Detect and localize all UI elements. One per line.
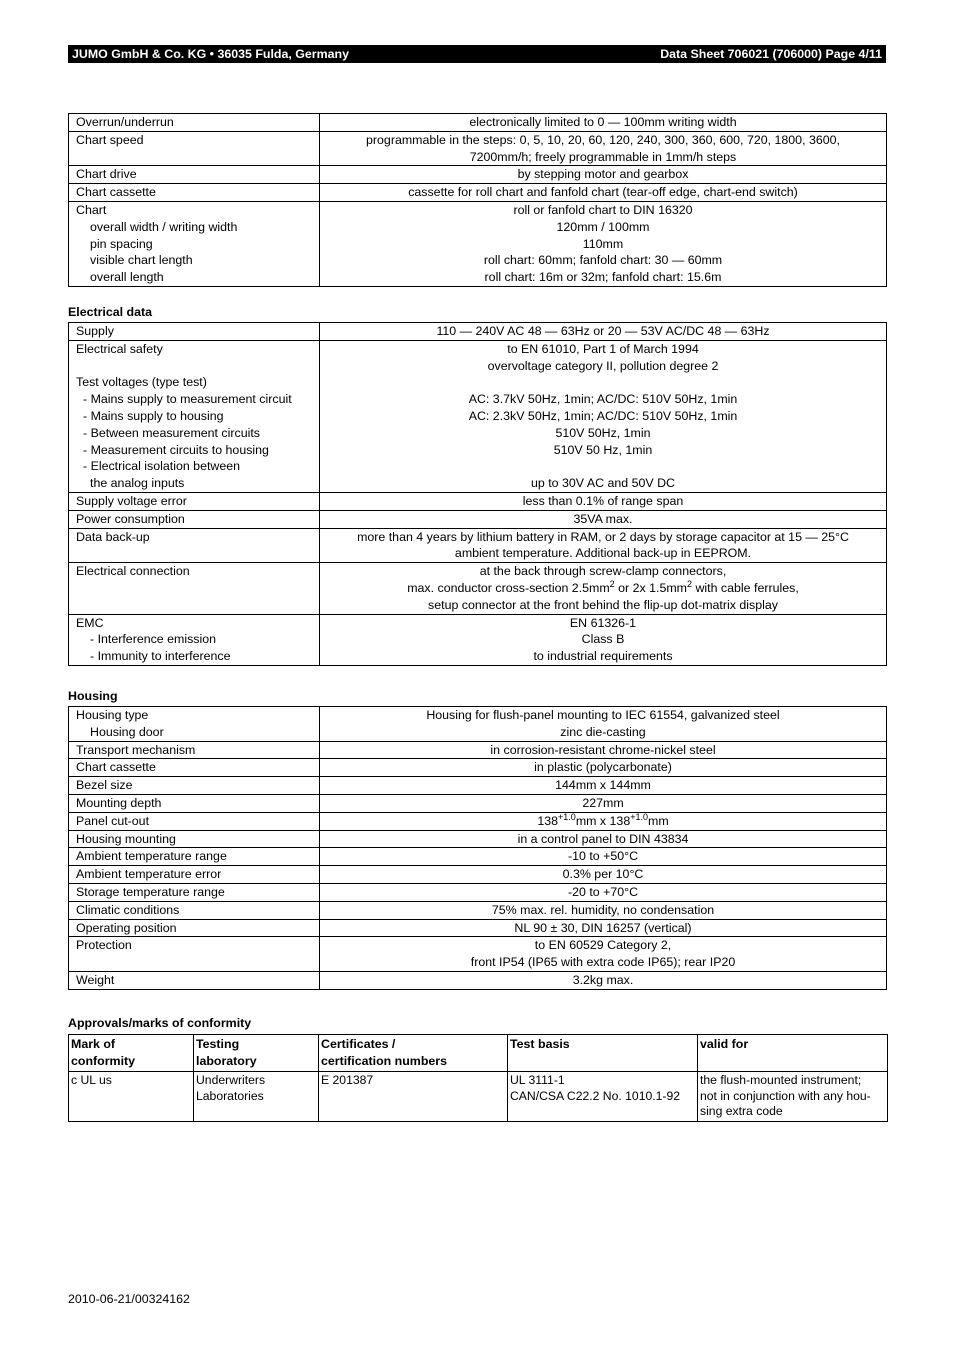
spec-label-line: - Between measurement circuits <box>83 425 260 440</box>
table-row <box>69 741 887 759</box>
spec-value-line: 7200mm/h; freely programmable in 1mm/h steps <box>469 149 737 164</box>
spec-label <box>69 201 320 286</box>
spec-label-line: - Measurement circuits to housing <box>83 442 269 457</box>
spec-value-line: more than 4 years by lithium battery in RAM, or 2 days by storage capacitor at 15 — 25°C <box>357 529 849 544</box>
column-header: Testing laboratory <box>194 1035 319 1072</box>
spec-label: Operating position <box>69 919 320 937</box>
spec-value-line: zinc die-casting <box>560 724 646 739</box>
spec-label-line: EMC <box>76 615 104 630</box>
table-row <box>69 901 887 919</box>
spec-value <box>320 340 887 492</box>
table-row <box>69 777 887 795</box>
spec-label: Overrun/underrun <box>69 114 320 132</box>
spec-label-line: - Mains supply to housing <box>83 408 224 423</box>
spec-value <box>320 201 887 286</box>
spec-label-line: the analog inputs <box>90 476 185 491</box>
page-header <box>68 45 886 63</box>
text-fragment: with cable ferrules, <box>692 580 799 595</box>
spec-label: Supply <box>69 323 320 341</box>
table-row <box>69 201 887 286</box>
spec-label: Ambient temperature range <box>69 848 320 866</box>
spec-label: Chart speed <box>69 131 320 166</box>
spec-label: Data back-up <box>69 528 320 563</box>
spec-value-spacer <box>323 458 883 475</box>
spec-value-line: to EN 60529 Category 2, <box>534 938 672 953</box>
spec-label <box>69 340 320 492</box>
text-fragment: mm x 138 <box>575 813 631 828</box>
spec-label-line: - Immunity to interference <box>90 649 231 664</box>
spec-label <box>69 707 320 742</box>
spec-value-line: front IP54 (IP65 with extra code IP65); rear IP20 <box>470 955 736 970</box>
spec-label: Transport mechanism <box>69 741 320 759</box>
spec-value-line: roll or fanfold chart to DIN 16320 <box>513 202 693 217</box>
superscript: +1.0 <box>630 811 648 822</box>
text-fragment: max. conductor cross-section 2.5mm <box>407 580 610 595</box>
spec-value-line <box>323 580 883 597</box>
spec-label-line: - Mains supply to measurement circuit <box>83 392 292 407</box>
spec-label-line: Housing door <box>90 724 164 739</box>
housing-spec-table <box>68 706 887 990</box>
spec-label: Ambient temperature error <box>69 866 320 884</box>
table-cell: c UL us <box>69 1072 194 1122</box>
table-row <box>69 114 887 132</box>
table-row <box>69 323 887 341</box>
text-fragment: or 2x 1.5mm <box>614 580 687 595</box>
spec-value-line: roll chart: 60mm; fanfold chart: 30 — 60mm <box>483 253 723 268</box>
spec-value: less than 0.1% of range span <box>320 492 887 510</box>
column-header: valid for <box>698 1035 888 1072</box>
spec-value-line: programmable in the steps: 0, 5, 10, 20, 60, 120, 240, 300, 360, 600, 720, 1800, 3600, <box>366 132 840 147</box>
spec-value <box>320 937 887 972</box>
table-row <box>69 563 887 614</box>
spec-value: in corrosion-resistant chrome-nickel steel <box>320 741 887 759</box>
table-row <box>69 614 887 665</box>
spec-label <box>69 614 320 665</box>
table-cell: E 201387 <box>319 1072 508 1122</box>
spec-value: 227mm <box>320 794 887 812</box>
table-row <box>69 340 887 492</box>
spec-label: Electrical connection <box>69 563 320 614</box>
spec-label: Mounting depth <box>69 794 320 812</box>
spec-label: Bezel size <box>69 777 320 795</box>
text-fragment: mm <box>648 813 669 828</box>
table-row <box>69 971 887 989</box>
spec-value-line: up to 30V AC and 50V DC <box>531 476 675 491</box>
table-cell: the flush-mounted instrument; not in conjunction with any hou- sing extra code <box>698 1072 888 1122</box>
spec-value-line: 510V 50 Hz, 1min <box>553 442 653 457</box>
spec-value: in plastic (polycarbonate) <box>320 759 887 777</box>
spec-label: Power consumption <box>69 510 320 528</box>
spec-label: Chart cassette <box>69 759 320 777</box>
spec-value <box>320 528 887 563</box>
spec-value: cassette for roll chart and fanfold chart (tear-off edge, chart-end switch) <box>320 184 887 202</box>
chart-spec-table <box>68 113 887 287</box>
spec-value: -10 to +50°C <box>320 848 887 866</box>
spec-value-line: Housing for flush-panel mounting to IEC 61554, galvanized steel <box>426 708 780 722</box>
table-row <box>69 830 887 848</box>
spec-value <box>320 707 887 742</box>
table-row <box>69 131 887 166</box>
spec-value: by stepping motor and gearbox <box>320 166 887 184</box>
column-header: Test basis <box>508 1035 698 1072</box>
spec-label: Protection <box>69 937 320 972</box>
spec-label-line: Housing type <box>76 708 149 722</box>
spec-value-line: 510V 50Hz, 1min <box>555 425 651 440</box>
spec-value-spacer <box>323 374 883 391</box>
spec-value-line: roll chart: 16m or 32m; fanfold chart: 15.6m <box>484 270 722 285</box>
spec-value-line: EN 61326-1 <box>569 615 637 630</box>
section-title-housing: Housing <box>68 689 118 703</box>
spec-label-line: - Interference emission <box>90 632 217 647</box>
spec-label-line: Electrical safety <box>76 341 163 356</box>
spec-value-line: 120mm / 100mm <box>556 219 650 234</box>
table-row <box>69 759 887 777</box>
spec-value-line: to EN 61010, Part 1 of March 1994 <box>507 341 699 356</box>
spec-value-line: overvoltage category II, pollution degree 2 <box>487 358 719 373</box>
spec-label: Chart cassette <box>69 184 320 202</box>
table-row <box>69 1072 888 1122</box>
superscript: 2 <box>609 578 615 589</box>
spec-value: NL 90 ± 30, DIN 16257 (vertical) <box>320 919 887 937</box>
table-row <box>69 794 887 812</box>
spec-value-line: Class B <box>581 632 625 647</box>
table-row <box>69 184 887 202</box>
spec-label-line: overall length <box>90 270 164 285</box>
spec-label-line: overall width / writing width <box>90 219 238 234</box>
spec-label: Climatic conditions <box>69 901 320 919</box>
spec-label-line: Test voltages (type test) <box>76 375 207 390</box>
column-header: Mark of conformity <box>69 1035 194 1072</box>
spec-value-line: AC: 3.7kV 50Hz, 1min; AC/DC: 510V 50Hz, 1min <box>468 392 738 407</box>
spec-value: 110 — 240V AC 48 — 63Hz or 20 — 53V AC/DC 48 — 63Hz <box>320 323 887 341</box>
spec-value-line: AC: 2.3kV 50Hz, 1min; AC/DC: 510V 50Hz, 1min <box>468 408 738 423</box>
spec-value <box>320 563 887 614</box>
spec-label: Chart drive <box>69 166 320 184</box>
spec-label-line: pin spacing <box>90 236 153 251</box>
spec-value: 35VA max. <box>320 510 887 528</box>
table-row <box>69 528 887 563</box>
spec-value <box>320 812 887 830</box>
spec-value-line: to industrial requirements <box>533 649 673 664</box>
spec-value-line: at the back through screw-clamp connectors, <box>479 564 727 579</box>
spec-label-line: visible chart length <box>90 253 193 268</box>
section-title-approvals: Approvals/marks of conformity <box>68 1016 252 1030</box>
table-row <box>69 937 887 972</box>
column-header: Certificates / certification numbers <box>319 1035 508 1072</box>
spec-label-line: Chart <box>76 202 107 217</box>
spec-value-line: setup connector at the front behind the flip-up dot-matrix display <box>428 597 778 612</box>
section-title-electrical: Electrical data <box>68 305 153 319</box>
sheet-page-number: Data Sheet 706021 (706000) Page 4/11 <box>660 47 882 61</box>
spec-label: Panel cut-out <box>69 812 320 830</box>
company-address: JUMO GmbH & Co. KG • 36035 Fulda, Germany <box>72 47 349 61</box>
spec-value-line: ambient temperature. Additional back-up in EEPROM. <box>454 546 752 561</box>
table-row <box>69 707 887 742</box>
spec-value: in a control panel to DIN 43834 <box>320 830 887 848</box>
table-row <box>69 166 887 184</box>
text-fragment: 138 <box>537 813 559 828</box>
table-cell: Underwriters Laboratories <box>194 1072 319 1122</box>
superscript: +1.0 <box>558 811 576 822</box>
spec-value: 0.3% per 10°C <box>320 866 887 884</box>
spec-value: 3.2kg max. <box>320 971 887 989</box>
spec-value-line: 110mm <box>582 236 624 251</box>
table-cell: UL 3111-1 CAN/CSA C22.2 No. 1010.1-92 <box>508 1072 698 1122</box>
spec-label-line: - Electrical isolation between <box>83 459 241 474</box>
spec-value <box>320 131 887 166</box>
spec-value: electronically limited to 0 — 100mm writing width <box>320 114 887 132</box>
spec-label: Supply voltage error <box>69 492 320 510</box>
table-row <box>69 919 887 937</box>
superscript: 2 <box>687 578 693 589</box>
spec-value <box>320 614 887 665</box>
table-row <box>69 812 887 830</box>
document-id-footer: 2010-06-21/00324162 <box>68 1292 190 1306</box>
spec-value: 75% max. rel. humidity, no condensation <box>320 901 887 919</box>
table-header-row <box>69 1035 888 1072</box>
table-row <box>69 510 887 528</box>
electrical-spec-table <box>68 322 887 666</box>
spec-label-spacer <box>76 358 313 375</box>
spec-label: Storage temperature range <box>69 883 320 901</box>
table-row <box>69 883 887 901</box>
spec-value: 144mm x 144mm <box>320 777 887 795</box>
table-row <box>69 866 887 884</box>
spec-label: Weight <box>69 971 320 989</box>
table-row <box>69 848 887 866</box>
spec-label: Housing mounting <box>69 830 320 848</box>
approvals-table <box>68 1034 888 1122</box>
spec-value: -20 to +70°C <box>320 883 887 901</box>
table-row <box>69 492 887 510</box>
